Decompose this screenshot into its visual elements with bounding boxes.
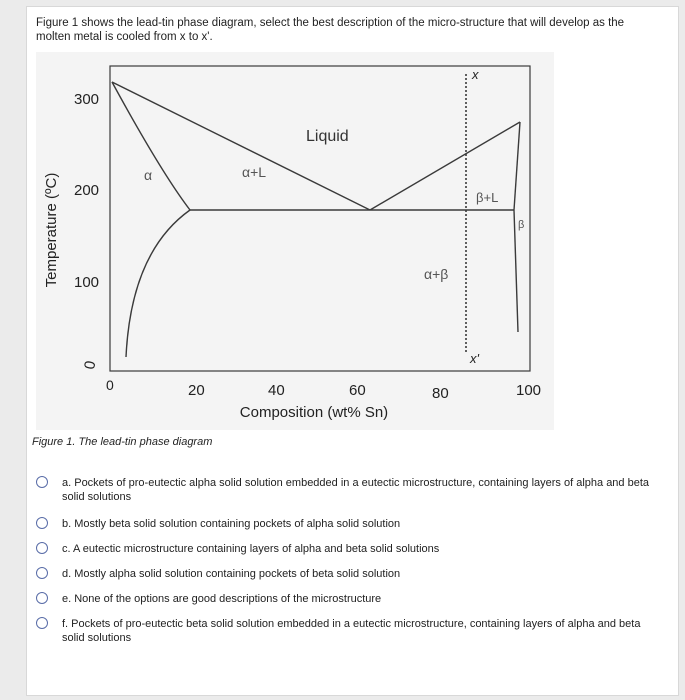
option-label: b. Mostly beta solid solution containing pockets of alpha solid solution — [62, 518, 401, 530]
region-alpha: α — [144, 167, 153, 183]
marker-x-prime: x' — [470, 351, 479, 366]
y-tick-300: 300 — [74, 91, 100, 108]
region-liquid: Liquid — [306, 128, 349, 145]
region-beta-l: β+L — [476, 190, 499, 205]
y-tick-100: 100 — [74, 274, 100, 291]
y-tick-0: 0 — [81, 359, 100, 371]
radio-icon[interactable] — [36, 567, 48, 579]
option-f[interactable] — [36, 617, 666, 645]
radio-icon[interactable] — [36, 542, 48, 554]
marker-x: x — [472, 67, 479, 82]
region-beta: β — [518, 219, 525, 231]
option-label: e. None of the options are good descriptions of the microstructure — [62, 593, 382, 605]
radio-icon[interactable] — [36, 517, 48, 529]
radio-icon[interactable] — [36, 476, 48, 488]
x-tick-100: 100 — [516, 382, 542, 399]
phase-diagram-figure — [36, 52, 554, 430]
option-label: a. Pockets of pro-eutectic alpha solid solution embedded in a eutectic microstructure, containing layers of alpha and beta solid solutions — [62, 477, 650, 503]
option-e[interactable] — [36, 592, 666, 606]
x-tick-80: 80 — [432, 385, 449, 402]
option-label: c. A eutectic microstructure containing layers of alpha and beta solid solutions — [62, 543, 440, 555]
option-d[interactable] — [36, 567, 666, 581]
y-axis-label: Temperature (ºC) — [43, 172, 60, 288]
option-b[interactable] — [36, 517, 666, 531]
figure-caption: Figure 1. The lead-tin phase diagram — [32, 436, 213, 448]
option-c[interactable] — [36, 542, 666, 556]
y-tick-200: 200 — [74, 182, 100, 199]
option-label: f. Pockets of pro-eutectic beta solid solution embedded in a eutectic microstructure, containing layers of alpha and beta solid solutions — [62, 618, 641, 644]
phase-diagram-svg — [36, 52, 554, 430]
x-tick-0: 0 — [106, 377, 114, 393]
radio-icon[interactable] — [36, 617, 48, 629]
option-label: d. Mostly alpha solid solution containing pockets of beta solid solution — [62, 568, 401, 580]
answer-options — [36, 476, 666, 656]
region-alpha-l: α+L — [242, 164, 267, 180]
x-tick-60: 60 — [349, 382, 366, 399]
x-tick-20: 20 — [188, 382, 205, 399]
question-text: Figure 1 shows the lead-tin phase diagram, select the best description of the micro-structure that will develop as the molten metal is cooled from x to x'. — [36, 17, 625, 43]
radio-icon[interactable] — [36, 592, 48, 604]
x-tick-40: 40 — [268, 382, 285, 399]
region-alpha-beta: α+β — [424, 266, 449, 282]
x-axis-label: Composition (wt% Sn) — [239, 404, 389, 421]
option-a[interactable] — [36, 476, 666, 504]
